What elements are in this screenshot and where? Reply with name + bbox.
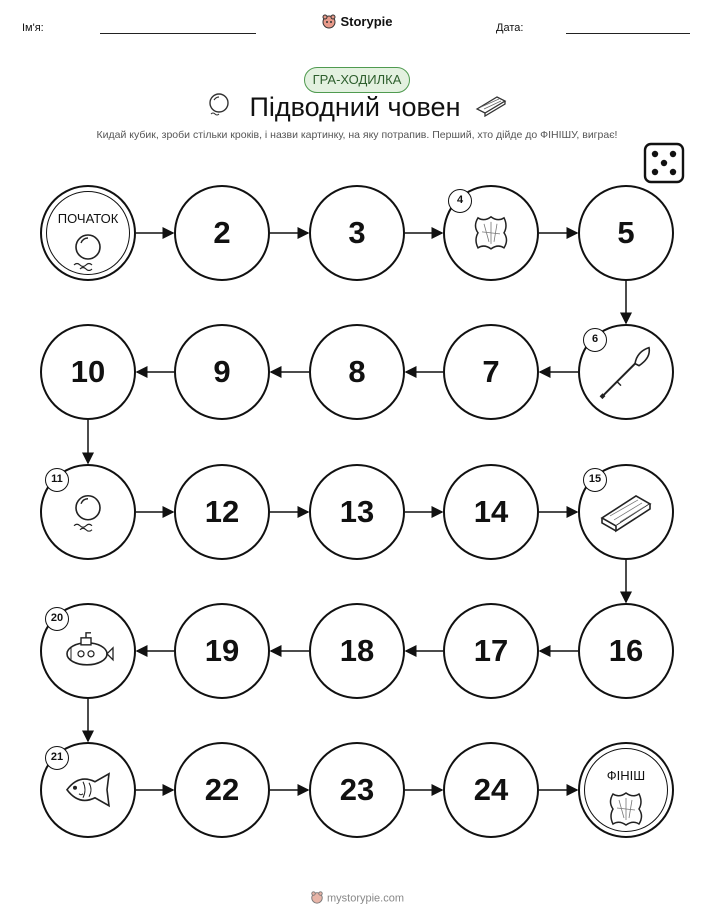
board-cell-23 xyxy=(309,742,405,838)
cell-number-badge: 21 xyxy=(45,746,69,770)
oar-icon xyxy=(597,344,655,407)
cell-number: 3 xyxy=(348,215,366,250)
cell-number: 14 xyxy=(473,494,509,529)
footer xyxy=(0,890,714,907)
cell-number-badge: 6 xyxy=(583,328,607,352)
cell-number: 16 xyxy=(608,633,644,668)
cell-number: 13 xyxy=(339,494,375,529)
cell-number: 8 xyxy=(348,354,366,389)
board-cell-21 xyxy=(40,742,136,838)
cell-number-badge: 11 xyxy=(45,468,69,492)
title-text: Підводний човен xyxy=(249,92,461,122)
finish-cell xyxy=(578,742,674,838)
board-cell-12 xyxy=(174,464,270,560)
board-cell-13 xyxy=(309,464,405,560)
date-label: Дата: xyxy=(496,22,524,34)
cell-number: 5 xyxy=(617,215,635,250)
board-cell-4 xyxy=(443,185,539,281)
start-cell xyxy=(40,185,136,281)
cell-number: 7 xyxy=(482,354,500,389)
board-cell-20 xyxy=(40,603,136,699)
wood-plank-icon xyxy=(598,490,654,539)
name-label: Ім'я: xyxy=(22,22,44,34)
board-cell-14 xyxy=(443,464,539,560)
cell-number: 2 xyxy=(213,215,231,250)
board-cell-19 xyxy=(174,603,270,699)
cell-number-badge: 20 xyxy=(45,607,69,631)
game-type-badge: ГРА-ХОДИЛКА xyxy=(304,67,410,93)
board-cell-10 xyxy=(40,324,136,420)
cell-number: 24 xyxy=(473,772,509,807)
cell-number: 9 xyxy=(213,354,231,389)
bubble-icon xyxy=(68,492,108,537)
board-cell-17 xyxy=(443,603,539,699)
brand-name: Storypie xyxy=(340,13,393,29)
bubble-icon xyxy=(68,231,108,276)
footer-url: mystorypie.com xyxy=(326,892,405,905)
cell-number: 17 xyxy=(473,633,509,668)
instructions-text: Кидай кубик, зроби стільки кроків, і назви картинку, на яку потрапив. Перший, хто дійде до ФІНІШУ, виграє! xyxy=(96,129,618,141)
footer-logo-icon xyxy=(310,890,324,907)
board-cell-7 xyxy=(443,324,539,420)
submarine-icon xyxy=(61,630,115,677)
cell-number: 12 xyxy=(204,494,240,529)
board-cell-18 xyxy=(309,603,405,699)
board-cell-2 xyxy=(174,185,270,281)
board-cell-5 xyxy=(578,185,674,281)
start-label: ПОЧАТОК xyxy=(57,211,119,226)
board-cell-15 xyxy=(578,464,674,560)
sponge-icon xyxy=(605,788,647,835)
board-cell-6 xyxy=(578,324,674,420)
cell-number-badge: 4 xyxy=(448,189,472,213)
cell-number: 10 xyxy=(70,354,106,389)
cell-number: 18 xyxy=(339,633,375,668)
sponge-icon xyxy=(470,212,512,259)
cell-number: 19 xyxy=(204,633,240,668)
cell-number-badge: 15 xyxy=(583,468,607,492)
fish-icon xyxy=(61,770,115,815)
board-cell-9 xyxy=(174,324,270,420)
board-cell-8 xyxy=(309,324,405,420)
board-cell-16 xyxy=(578,603,674,699)
board-cell-11 xyxy=(40,464,136,560)
board-cell-22 xyxy=(174,742,270,838)
finish-label: ФІНІШ xyxy=(606,768,646,783)
cell-number: 23 xyxy=(339,772,375,807)
board-cell-24 xyxy=(443,742,539,838)
board-cell-3 xyxy=(309,185,405,281)
cell-number: 22 xyxy=(204,772,240,807)
